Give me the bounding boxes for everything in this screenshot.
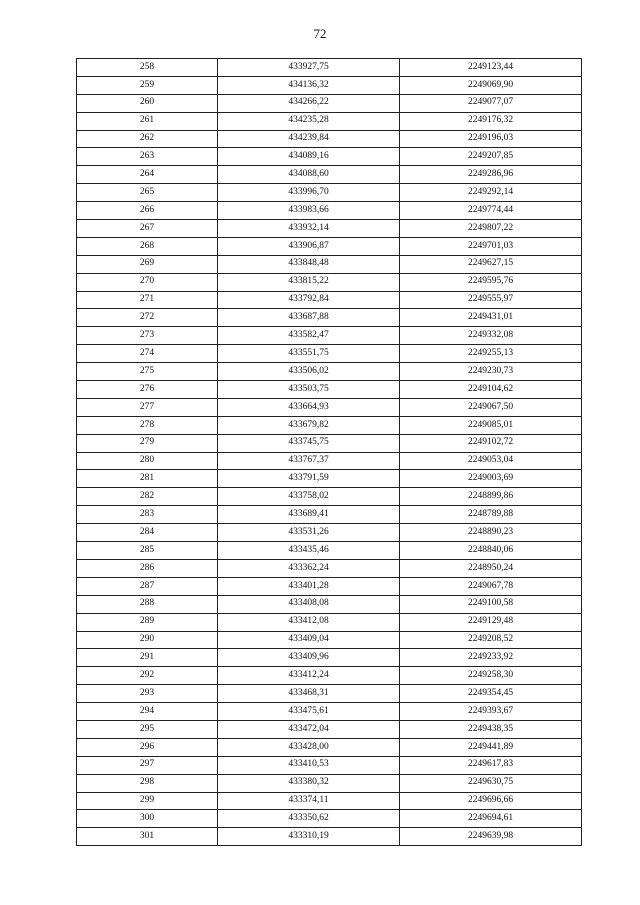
x-coordinate-cell: 433401,28	[218, 577, 400, 595]
table-row	[77, 309, 582, 327]
point-number-cell: 293	[77, 685, 218, 703]
table-row	[77, 613, 582, 631]
x-coordinate-cell: 433380,32	[218, 774, 400, 792]
x-coordinate-cell: 433475,61	[218, 703, 400, 721]
table-row	[77, 828, 582, 846]
point-number-cell: 274	[77, 345, 218, 363]
y-coordinate-cell: 2249774,44	[400, 202, 582, 220]
y-coordinate-cell: 2249393,67	[400, 703, 582, 721]
table-row	[77, 738, 582, 756]
point-number-cell: 271	[77, 291, 218, 309]
table-row	[77, 255, 582, 273]
y-coordinate-cell: 2249701,03	[400, 237, 582, 255]
x-coordinate-cell: 433310,19	[218, 828, 400, 846]
y-coordinate-cell: 2249694,61	[400, 810, 582, 828]
x-coordinate-cell: 433472,04	[218, 720, 400, 738]
table-row	[77, 291, 582, 309]
table-row	[77, 381, 582, 399]
y-coordinate-cell: 2249085,01	[400, 416, 582, 434]
y-coordinate-cell: 2248890,23	[400, 524, 582, 542]
x-coordinate-cell: 434089,16	[218, 148, 400, 166]
table-row	[77, 363, 582, 381]
point-number-cell: 294	[77, 703, 218, 721]
x-coordinate-cell: 433932,14	[218, 220, 400, 238]
x-coordinate-cell: 433791,59	[218, 470, 400, 488]
table-row	[77, 631, 582, 649]
point-number-cell: 295	[77, 720, 218, 738]
point-number-cell: 268	[77, 237, 218, 255]
point-number-cell: 291	[77, 649, 218, 667]
point-number-cell: 261	[77, 112, 218, 130]
point-number-cell: 298	[77, 774, 218, 792]
y-coordinate-cell: 2249230,73	[400, 363, 582, 381]
table-row	[77, 577, 582, 595]
y-coordinate-cell: 2249438,35	[400, 720, 582, 738]
x-coordinate-cell: 433350,62	[218, 810, 400, 828]
y-coordinate-cell: 2249196,03	[400, 130, 582, 148]
x-coordinate-cell: 433792,84	[218, 291, 400, 309]
table-row	[77, 756, 582, 774]
table-row	[77, 327, 582, 345]
point-number-cell: 258	[77, 59, 218, 77]
y-coordinate-cell: 2249696,66	[400, 792, 582, 810]
coordinates-table	[76, 58, 582, 846]
y-coordinate-cell: 2249630,75	[400, 774, 582, 792]
x-coordinate-cell: 433374,11	[218, 792, 400, 810]
y-coordinate-cell: 2249258,30	[400, 667, 582, 685]
point-number-cell: 301	[77, 828, 218, 846]
point-number-cell: 275	[77, 363, 218, 381]
table-row	[77, 184, 582, 202]
table-row	[77, 542, 582, 560]
table-row	[77, 166, 582, 184]
y-coordinate-cell: 2249123,44	[400, 59, 582, 77]
table-row	[77, 345, 582, 363]
y-coordinate-cell: 2249208,52	[400, 631, 582, 649]
y-coordinate-cell: 2249255,13	[400, 345, 582, 363]
x-coordinate-cell: 433664,93	[218, 398, 400, 416]
table-row	[77, 810, 582, 828]
x-coordinate-cell: 433412,08	[218, 613, 400, 631]
point-number-cell: 290	[77, 631, 218, 649]
y-coordinate-cell: 2249102,72	[400, 434, 582, 452]
y-coordinate-cell: 2249129,48	[400, 613, 582, 631]
y-coordinate-cell: 2249354,45	[400, 685, 582, 703]
x-coordinate-cell: 433503,75	[218, 381, 400, 399]
y-coordinate-cell: 2248840,06	[400, 542, 582, 560]
y-coordinate-cell: 2249069,90	[400, 76, 582, 94]
y-coordinate-cell: 2249639,98	[400, 828, 582, 846]
y-coordinate-cell: 2249292,14	[400, 184, 582, 202]
table-row	[77, 398, 582, 416]
table-row	[77, 470, 582, 488]
table-row	[77, 416, 582, 434]
y-coordinate-cell: 2249595,76	[400, 273, 582, 291]
y-coordinate-cell: 2249431,01	[400, 309, 582, 327]
x-coordinate-cell: 433409,04	[218, 631, 400, 649]
x-coordinate-cell: 433687,88	[218, 309, 400, 327]
table-row	[77, 559, 582, 577]
y-coordinate-cell: 2249555,97	[400, 291, 582, 309]
point-number-cell: 292	[77, 667, 218, 685]
point-number-cell: 269	[77, 255, 218, 273]
x-coordinate-cell: 434235,28	[218, 112, 400, 130]
table-row	[77, 112, 582, 130]
x-coordinate-cell: 433983,66	[218, 202, 400, 220]
table-row	[77, 720, 582, 738]
x-coordinate-cell: 433927,75	[218, 59, 400, 77]
point-number-cell: 285	[77, 542, 218, 560]
point-number-cell: 279	[77, 434, 218, 452]
point-number-cell: 260	[77, 94, 218, 112]
x-coordinate-cell: 434136,32	[218, 76, 400, 94]
page-number: 72	[313, 26, 327, 41]
y-coordinate-cell: 2249286,96	[400, 166, 582, 184]
x-coordinate-cell: 433906,87	[218, 237, 400, 255]
table-row	[77, 649, 582, 667]
coordinates-table-body	[77, 59, 582, 846]
table-row	[77, 595, 582, 613]
x-coordinate-cell: 433745,75	[218, 434, 400, 452]
x-coordinate-cell: 433435,46	[218, 542, 400, 560]
x-coordinate-cell: 434239,84	[218, 130, 400, 148]
table-row	[77, 524, 582, 542]
table-row	[77, 703, 582, 721]
point-number-cell: 287	[77, 577, 218, 595]
y-coordinate-cell: 2249077,07	[400, 94, 582, 112]
x-coordinate-cell: 433506,02	[218, 363, 400, 381]
x-coordinate-cell: 434088,60	[218, 166, 400, 184]
y-coordinate-cell: 2248950,24	[400, 559, 582, 577]
table-row	[77, 506, 582, 524]
x-coordinate-cell: 433468,31	[218, 685, 400, 703]
x-coordinate-cell: 433362,24	[218, 559, 400, 577]
y-coordinate-cell: 2249067,50	[400, 398, 582, 416]
y-coordinate-cell: 2249104,62	[400, 381, 582, 399]
x-coordinate-cell: 433408,08	[218, 595, 400, 613]
point-number-cell: 289	[77, 613, 218, 631]
x-coordinate-cell: 433428,00	[218, 738, 400, 756]
point-number-cell: 263	[77, 148, 218, 166]
point-number-cell: 288	[77, 595, 218, 613]
point-number-cell: 280	[77, 452, 218, 470]
table-row	[77, 488, 582, 506]
point-number-cell: 300	[77, 810, 218, 828]
x-coordinate-cell: 433551,75	[218, 345, 400, 363]
point-number-cell: 278	[77, 416, 218, 434]
point-number-cell: 265	[77, 184, 218, 202]
table-row	[77, 667, 582, 685]
point-number-cell: 283	[77, 506, 218, 524]
point-number-cell: 266	[77, 202, 218, 220]
y-coordinate-cell: 2249441,89	[400, 738, 582, 756]
x-coordinate-cell: 433767,37	[218, 452, 400, 470]
x-coordinate-cell: 433409,96	[218, 649, 400, 667]
point-number-cell: 281	[77, 470, 218, 488]
table-row	[77, 202, 582, 220]
point-number-cell: 270	[77, 273, 218, 291]
point-number-cell: 286	[77, 559, 218, 577]
x-coordinate-cell: 433848,48	[218, 255, 400, 273]
y-coordinate-cell: 2249100,58	[400, 595, 582, 613]
table-row	[77, 59, 582, 77]
point-number-cell: 284	[77, 524, 218, 542]
y-coordinate-cell: 2249207,85	[400, 148, 582, 166]
y-coordinate-cell: 2249233,92	[400, 649, 582, 667]
table-row	[77, 792, 582, 810]
point-number-cell: 282	[77, 488, 218, 506]
y-coordinate-cell: 2248899,86	[400, 488, 582, 506]
y-coordinate-cell: 2249053,04	[400, 452, 582, 470]
point-number-cell: 272	[77, 309, 218, 327]
table-row	[77, 220, 582, 238]
point-number-cell: 264	[77, 166, 218, 184]
x-coordinate-cell: 433410,53	[218, 756, 400, 774]
table-row	[77, 148, 582, 166]
table-row	[77, 76, 582, 94]
point-number-cell: 296	[77, 738, 218, 756]
x-coordinate-cell: 433582,47	[218, 327, 400, 345]
table-row	[77, 273, 582, 291]
table-row	[77, 94, 582, 112]
x-coordinate-cell: 433996,70	[218, 184, 400, 202]
table-row	[77, 774, 582, 792]
point-number-cell: 273	[77, 327, 218, 345]
y-coordinate-cell: 2249627,15	[400, 255, 582, 273]
table-row	[77, 685, 582, 703]
y-coordinate-cell: 2248789,88	[400, 506, 582, 524]
point-number-cell: 299	[77, 792, 218, 810]
x-coordinate-cell: 433531,26	[218, 524, 400, 542]
y-coordinate-cell: 2249332,08	[400, 327, 582, 345]
table-row	[77, 130, 582, 148]
y-coordinate-cell: 2249617,83	[400, 756, 582, 774]
table-row	[77, 452, 582, 470]
y-coordinate-cell: 2249067,78	[400, 577, 582, 595]
point-number-cell: 276	[77, 381, 218, 399]
table-row	[77, 434, 582, 452]
x-coordinate-cell: 433679,82	[218, 416, 400, 434]
point-number-cell: 267	[77, 220, 218, 238]
point-number-cell: 259	[77, 76, 218, 94]
x-coordinate-cell: 433412,24	[218, 667, 400, 685]
point-number-cell: 277	[77, 398, 218, 416]
y-coordinate-cell: 2249003,69	[400, 470, 582, 488]
x-coordinate-cell: 433758,02	[218, 488, 400, 506]
point-number-cell: 297	[77, 756, 218, 774]
x-coordinate-cell: 434266,22	[218, 94, 400, 112]
table-row	[77, 237, 582, 255]
x-coordinate-cell: 433815,22	[218, 273, 400, 291]
point-number-cell: 262	[77, 130, 218, 148]
y-coordinate-cell: 2249807,22	[400, 220, 582, 238]
x-coordinate-cell: 433689,41	[218, 506, 400, 524]
y-coordinate-cell: 2249176,32	[400, 112, 582, 130]
